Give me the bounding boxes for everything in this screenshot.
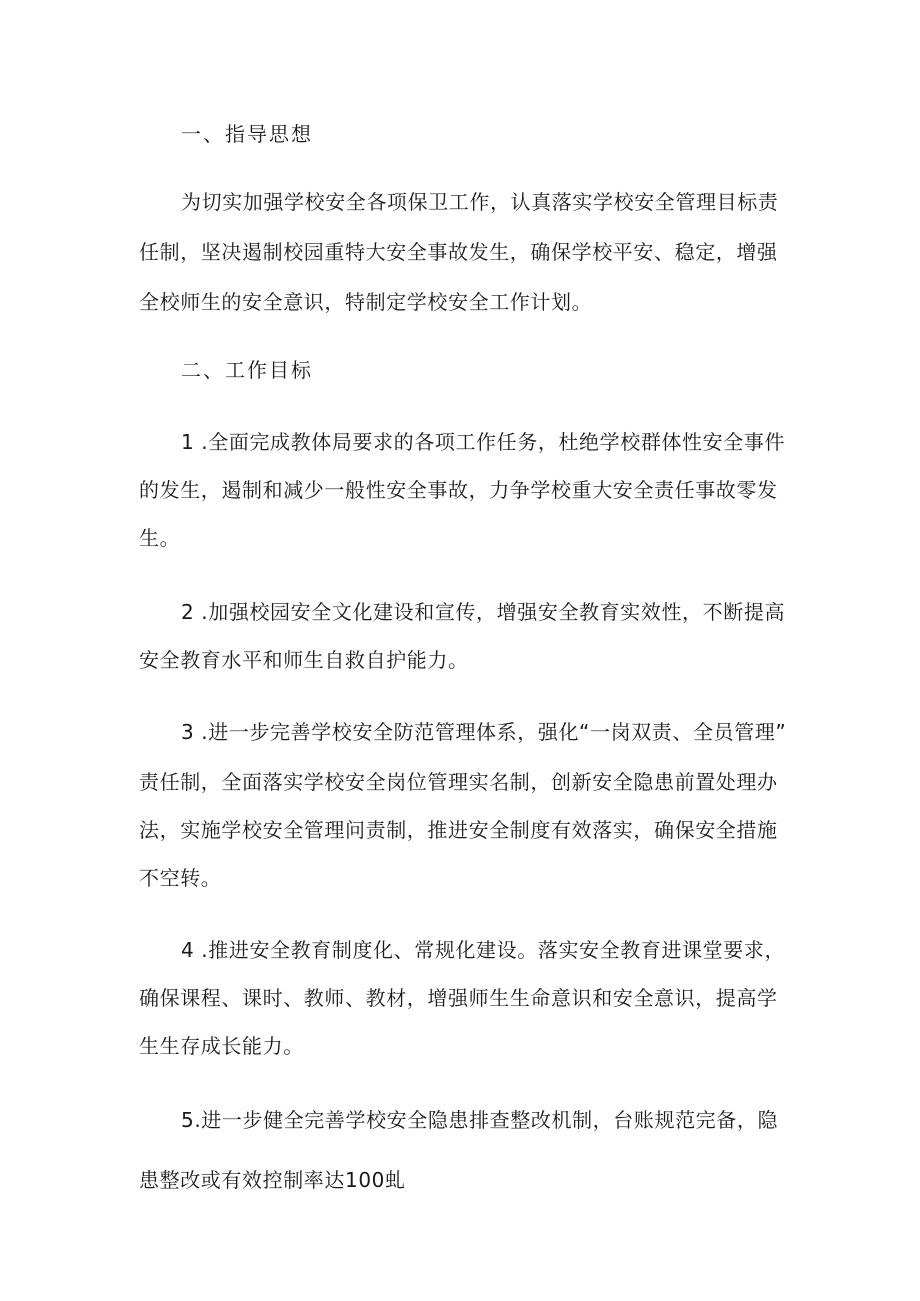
list-item-line: 的发生，遏制和减少一般性安全事故，力争学校重大安全责任事故零发 xyxy=(139,478,778,502)
list-item-line: 责任制，全面落实学校安全岗位管理实名制，创新安全隐患前置处理办 xyxy=(139,770,778,794)
section-heading-guiding-ideology: 一、指导思想 xyxy=(181,122,313,146)
list-item-line: 法，实施学校安全管理问责制，推进安全制度有效落实，确保安全措施 xyxy=(139,818,778,842)
list-item-line: 确保课程、课时、教师、教材，增强师生生命意识和安全意识，提高学 xyxy=(139,986,778,1010)
paragraph-line: 全校师生的安全意识，特制定学校安全工作计划。 xyxy=(139,290,593,314)
list-item-line: 生。 xyxy=(139,526,181,550)
section-heading-work-goals: 二、工作目标 xyxy=(181,358,313,382)
list-item-line: 生生存成长能力。 xyxy=(139,1034,304,1058)
list-item-line: 4 .推进安全教育制度化、常规化建设。落实安全教育进课堂要求， xyxy=(181,938,786,962)
list-item-line: 2 .加强校园安全文化建设和宣传，增强安全教育实效性，不断提高 xyxy=(181,600,786,624)
list-item-line: 安全教育水平和师生自救自护能力。 xyxy=(139,648,469,672)
list-item-line: 5.进一步健全完善学校安全隐患排查整改机制，台账规范完备，隐 xyxy=(181,1108,779,1132)
list-item-line: 患整改或有效控制率达100虬 xyxy=(139,1168,406,1192)
list-item-line: 3 .进一步完善学校安全防范管理体系，强化“一岗双责、全员管理” xyxy=(181,720,787,744)
list-item-line: 1 .全面完成教体局要求的各项工作任务，杜绝学校群体性安全事件 xyxy=(181,430,786,454)
list-item-line: 不空转。 xyxy=(139,866,222,890)
paragraph-line: 任制，坚决遏制校园重特大安全事故发生，确保学校平安、稳定，增强 xyxy=(139,240,778,264)
paragraph-line: 为切实加强学校安全各项保卫工作，认真落实学校安全管理目标责 xyxy=(181,190,779,214)
